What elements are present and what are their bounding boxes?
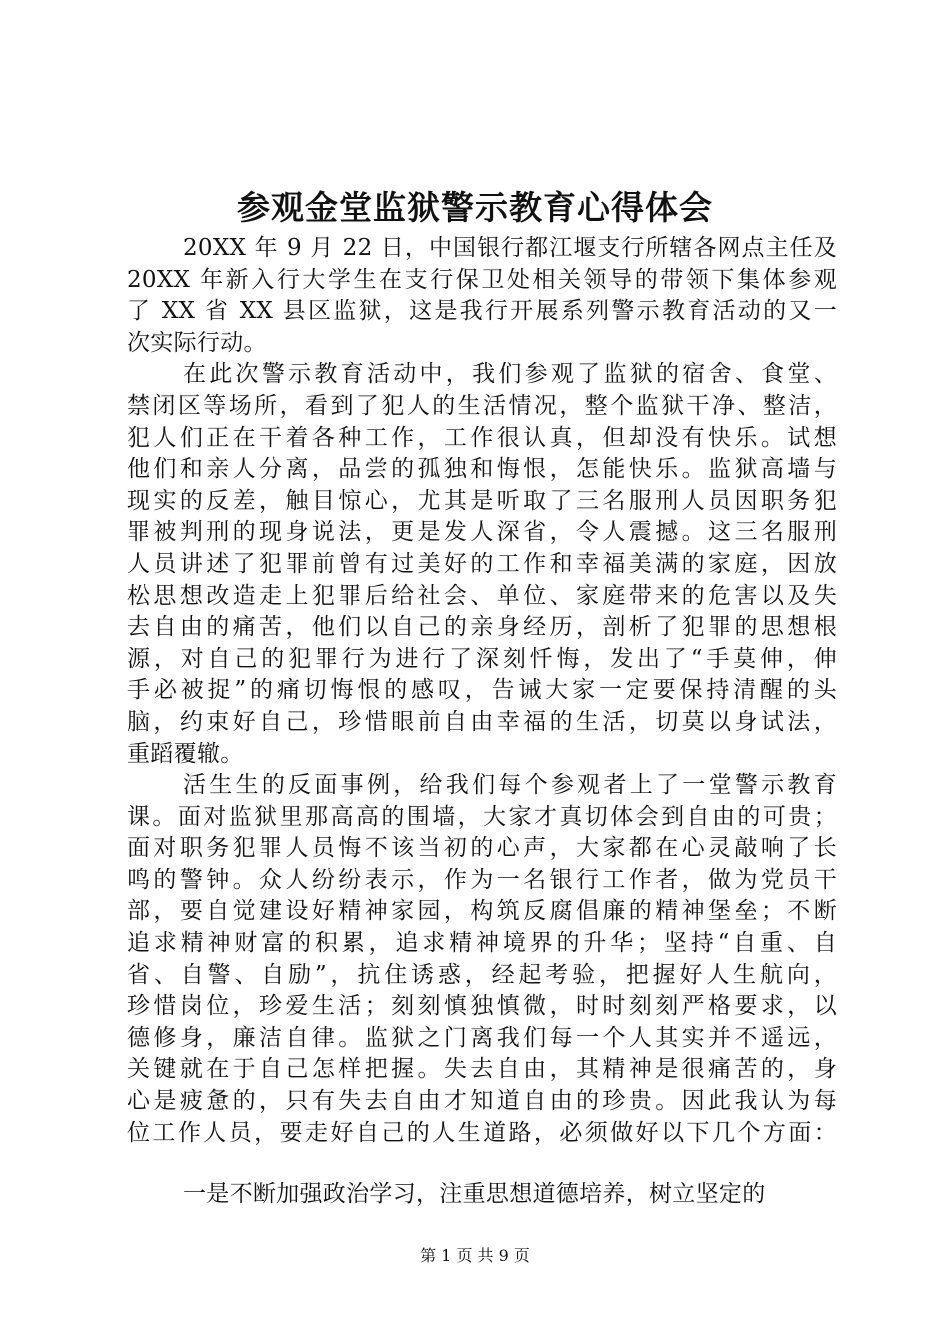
document-body: [127, 233, 837, 1211]
paragraph-4: [127, 1179, 837, 1211]
paragraph-line: 现实的反差，触目惊心，尤其是听取了三名服刑人员因职务犯: [127, 487, 837, 514]
paragraph-line: 重蹈覆辙。: [127, 740, 244, 767]
paragraph-1: [127, 233, 837, 359]
paragraph-line: 部，要自觉建设好精神家园，构筑反腐倡廉的精神堡垒；不断: [127, 898, 837, 925]
paragraph-line: 了 XX 省 XX 县区监狱，这是我行开展系列警示教育活动的又一: [127, 298, 837, 325]
paragraph-line: 脑，约束好自己，珍惜眼前自由幸福的生活，切莫以身试法，: [127, 708, 837, 735]
paragraph-line: 珍惜岗位，珍爱生活；刻刻慎独慎微，时时刻刻严格要求，以: [127, 993, 837, 1020]
paragraph-line: 源，对自己的犯罪行为进行了深刻忏悔，发出了“手莫伸，伸: [127, 645, 837, 672]
paragraph-line: 犯人们正在干着各种工作，工作很认真，但却没有快乐。试想: [127, 424, 837, 451]
paragraph-line: 松思想改造走上犯罪后给社会、单位、家庭带来的危害以及失: [127, 582, 837, 609]
paragraph-line: 禁闭区等场所，看到了犯人的生活情况，整个监狱干净、整洁，: [127, 392, 837, 419]
paragraph-line: 20XX 年 9 月 22 日，中国银行都江堰支行所辖各网点主任及: [183, 235, 837, 261]
paragraph-line: 手必被捉”的痛切悔恨的感叹，告诫大家一定要保持清醒的头: [127, 677, 837, 704]
paragraph-line: 去自由的痛苦，他们以自己的亲身经历，剖析了犯罪的思想根: [127, 614, 837, 641]
paragraph-line: 心是疲惫的，只有失去自由才知道自由的珍贵。因此我认为每: [127, 1088, 837, 1115]
paragraph-line: 面对职务犯罪人员悔不该当初的心声，大家都在心灵敲响了长: [127, 835, 837, 862]
paragraph-line: 追求精神财富的积累，追求精神境界的升华；坚持“自重、自: [127, 930, 837, 957]
paragraph-line: 鸣的警钟。众人纷纷表示，作为一名银行工作者，做为党员干: [127, 866, 837, 893]
paragraph-line: 活生生的反面事例，给我们每个参观者上了一堂警示教育: [183, 772, 837, 799]
paragraph-line: 位工作人员，要走好自己的人生道路，必须做好以下几个方面：: [127, 1119, 837, 1146]
paragraph-line: 人员讲述了犯罪前曾有过美好的工作和幸福美满的家庭，因放: [127, 550, 837, 577]
page-footer: 第 1 页 共 9 页: [420, 1246, 530, 1265]
paragraph-line: 20XX 年新入行大学生在支行保卫处相关领导的带领下集体参观: [127, 266, 837, 293]
paragraph-2: [127, 359, 837, 770]
paragraph-line: 一是不断加强政治学习，注重思想道德培养，树立坚定的: [183, 1181, 766, 1208]
paragraph-gap: [127, 1149, 837, 1179]
paragraph-line: 在此次警示教育活动中，我们参观了监狱的宿舍、食堂、: [183, 361, 837, 388]
paragraph-line: 罪被判刑的现身说法，更是发人深省，令人震撼。这三名服刑: [127, 519, 837, 546]
paragraph-line: 德修身，廉洁自律。监狱之门离我们每一个人其实并不遥远，: [127, 1024, 837, 1051]
paragraph-line: 次实际行动。: [127, 329, 267, 356]
paragraph-3: [127, 770, 837, 1149]
document-title: 参观金堂监狱警示教育心得体会: [237, 188, 713, 227]
paragraph-line: 关键就在于自己怎样把握。失去自由，其精神是很痛苦的，身: [127, 1056, 837, 1083]
paragraph-line: 课。面对监狱里那高高的围墙，大家才真切体会到自由的可贵；: [127, 803, 837, 830]
paragraph-line: 他们和亲人分离，品尝的孤独和悔恨，怎能快乐。监狱高墙与: [127, 456, 837, 483]
paragraph-line: 省、自警、自励”，抗住诱惑，经起考验，把握好人生航向，: [127, 961, 837, 988]
